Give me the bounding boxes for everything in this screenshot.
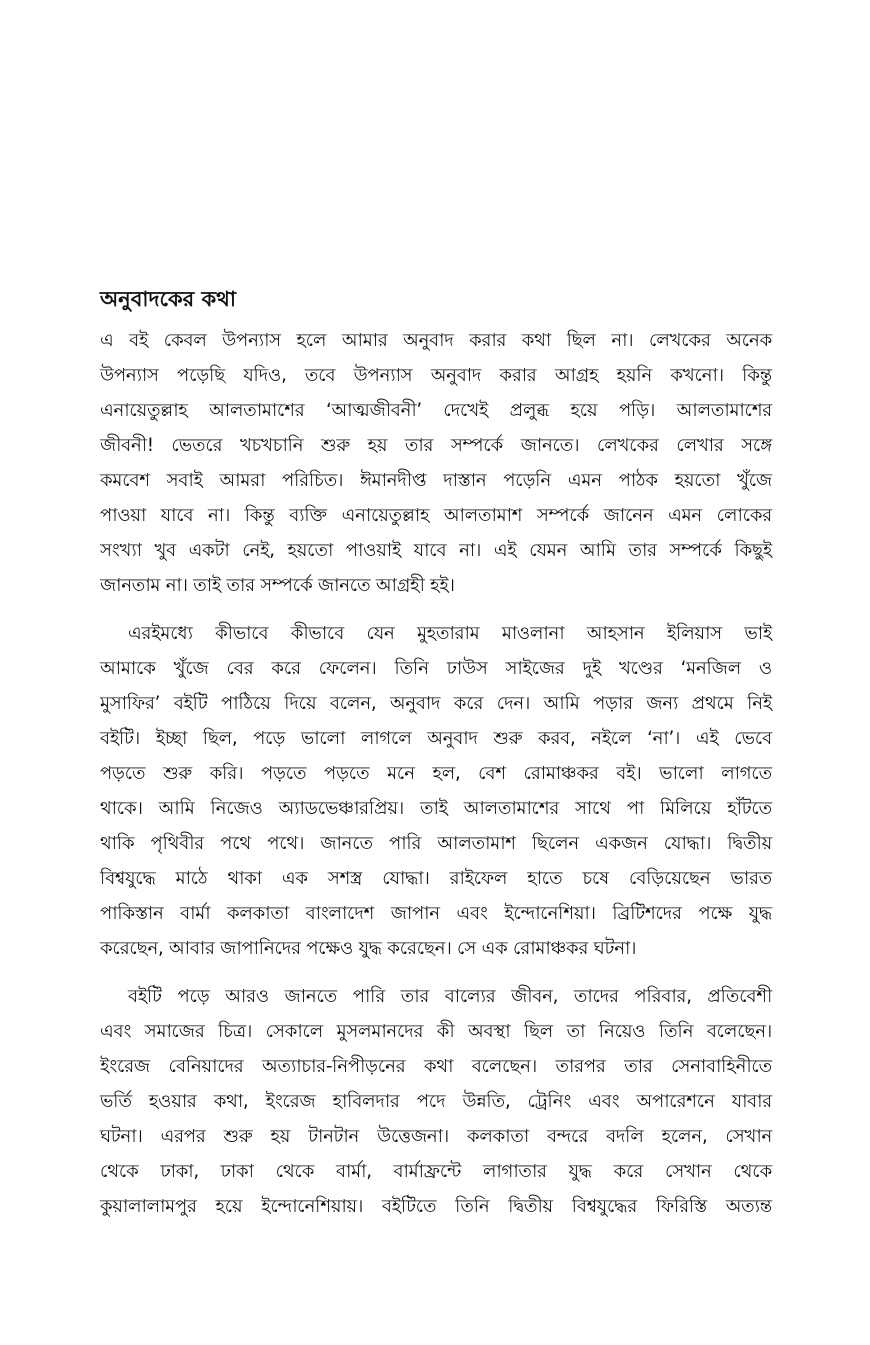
text-line: এ বই কেবল উপন্যাস হলে আমার অনুবাদ করার কথা ছিল না। লেখকের অনেক: [100, 330, 772, 351]
paragraph-2: [100, 616, 772, 966]
text-line: পাওয়া যাবে না। কিন্তু ব্যক্তি এনায়েতুল্লাহ আলতামাশ সম্পর্কে জানেন এমন লোকের: [100, 505, 772, 526]
text-line: জীবনী! ভেতরে খচখচানি শুরু হয় তার সম্পর্কে জানতে। লেখকের লেখার সঙ্গে: [100, 435, 772, 456]
document-page: [100, 285, 772, 1237]
text-line: এবং সমাজের চিত্র। সেকালে মুসলমানদের কী অবস্থা ছিল তা নিয়েও তিনি বলেছেন।: [100, 1021, 772, 1042]
text-line: এরইমধ্যে কীভাবে কীভাবে যেন মুহতারাম মাওলানা আহসান ইলিয়াস ভাই: [128, 623, 772, 644]
text-line: আমাকে খুঁজে বের করে ফেলেন। তিনি ঢাউস সাইজের দুই খণ্ডের ‘মনজিল ও: [100, 658, 772, 679]
text-line: থাকে। আমি নিজেও অ্যাডভেঞ্চারপ্রিয়। তাই আলতামাশের সাথে পা মিলিয়ে হাঁটতে: [100, 798, 772, 819]
text-line: জানতাম না। তাই তার সম্পর্কে জানতে আগ্রহী হই।: [100, 575, 455, 596]
text-line: মুসাফির’ বইটি পাঠিয়ে দিয়ে বলেন, অনুবাদ করে দেন। আমি পড়ার জন্য প্রথমে নিই: [100, 693, 772, 714]
text-line: পাকিস্তান বার্মা কলকাতা বাংলাদেশ জাপান এবং ইন্দোনেশিয়া। ব্রিটিশদের পক্ষে যুদ্ধ: [100, 903, 772, 924]
text-line: ভর্তি হওয়ার কথা, ইংরেজ হাবিলদার পদে উন্নতি, ট্রেনিং এবং অপারেশনে যাবার: [100, 1091, 772, 1112]
text-line: কমবেশ সবাই আমরা পরিচিত। ঈমানদীপ্ত দাস্তান পড়েনি এমন পাঠক হয়তো খুঁজে: [100, 470, 772, 491]
text-line: বইটি পড়ে আরও জানতে পারি তার বাল্যের জীবন, তাদের পরিবার, প্রতিবেশী: [128, 986, 772, 1007]
paragraph-3: [100, 979, 772, 1224]
text-line: বিশ্বযুদ্ধে মাঠে থাকা এক সশস্ত্র যোদ্ধা। রাইফেল হাতে চষে বেড়িয়েছেন ভারত: [100, 868, 772, 889]
text-line: থেকে ঢাকা, ঢাকা থেকে বার্মা, বার্মাফ্রন্টে লাগাতার যুদ্ধ করে সেখান থেকে: [100, 1161, 772, 1182]
text-line: ইংরেজ বেনিয়াদের অত্যাচার-নিপীড়নের কথা বলেছেন। তারপর তার সেনাবাহিনীতে: [100, 1056, 772, 1077]
text-line: সংখ্যা খুব একটা নেই, হয়তো পাওয়াই যাবে না। এই যেমন আমি তার সম্পর্কে কিছুই: [100, 540, 772, 561]
text-line: পড়তে শুরু করি। পড়তে পড়তে মনে হল, বেশ রোমাঞ্চকর বই। ভালো লাগতে: [100, 763, 772, 784]
section-heading: অনুবাদকের কথা: [100, 287, 236, 311]
text-line: বইটি। ইচ্ছা ছিল, পড়ে ভালো লাগলে অনুবাদ শুরু করব, নইলে ‘না’। এই ভেবে: [100, 728, 772, 749]
text-line: থাকি পৃথিবীর পথে পথে। জানতে পারি আলতামাশ ছিলেন একজন যোদ্ধা। দ্বিতীয়: [100, 833, 772, 854]
text-line: এনায়েতুল্লাহ আলতামাশের ‘আত্মজীবনী’ দেখেই প্রলুব্ধ হয়ে পড়ি। আলতামাশের: [100, 400, 772, 421]
text-line: ঘটনা। এরপর শুরু হয় টানটান উত্তেজনা। কলকাতা বন্দরে বদলি হলেন, সেখান: [100, 1126, 772, 1147]
paragraph-1: [100, 323, 772, 603]
text-line: উপন্যাস পড়েছি যদিও, তবে উপন্যাস অনুবাদ করার আগ্রহ হয়নি কখনো। কিন্তু: [100, 365, 772, 386]
text-line: করেছেন, আবার জাপানিদের পক্ষেও যুদ্ধ করেছেন। সে এক রোমাঞ্চকর ঘটনা।: [100, 938, 637, 959]
text-line: কুয়ালালামপুর হয়ে ইন্দোনেশিয়ায়। বইটিতে তিনি দ্বিতীয় বিশ্বযুদ্ধের ফিরিস্তি অত্যন্ত: [100, 1196, 772, 1217]
